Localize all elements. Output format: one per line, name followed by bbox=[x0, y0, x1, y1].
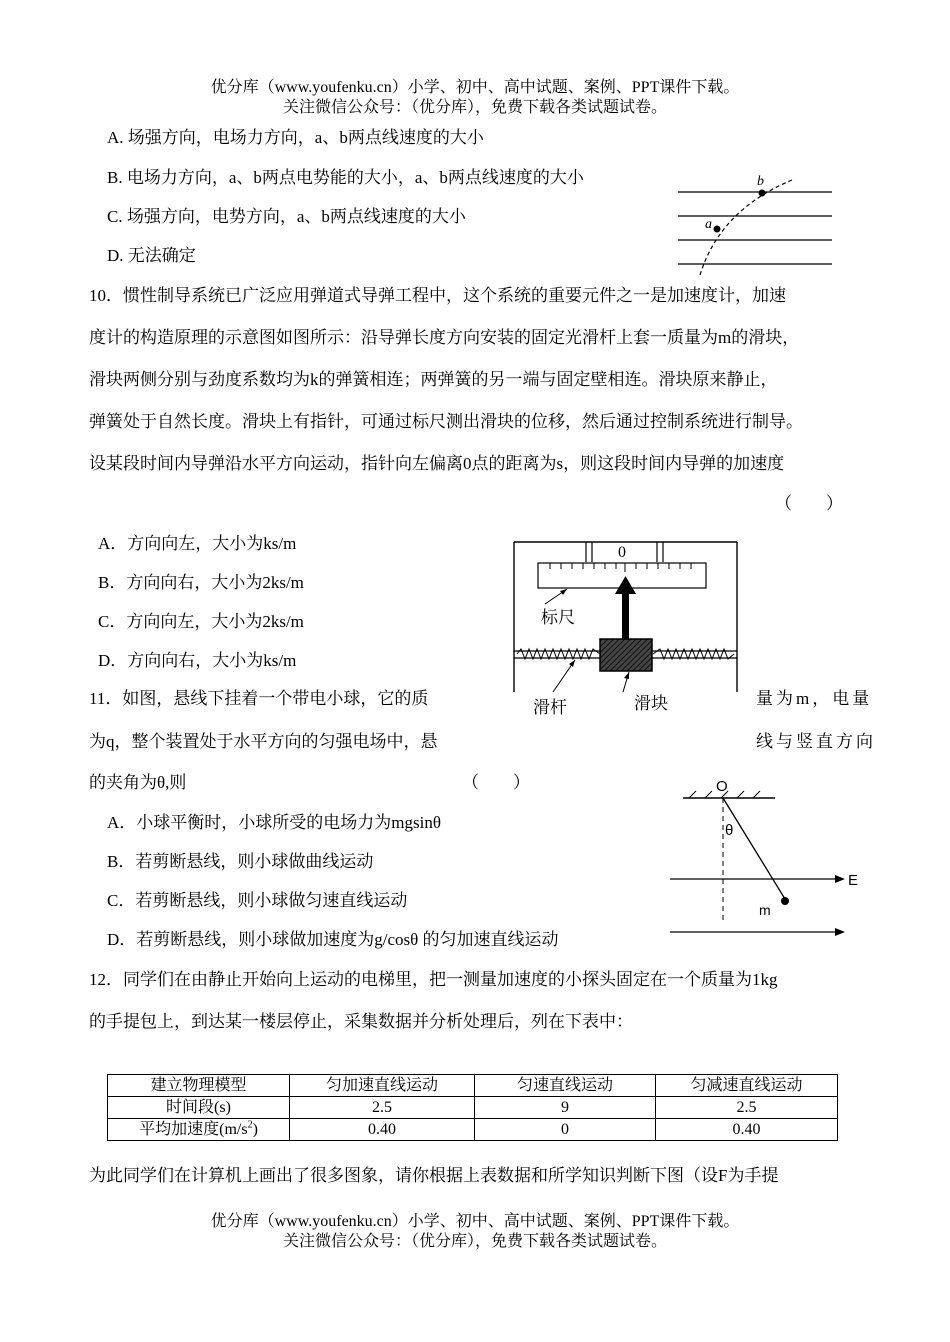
table-cell: 9 bbox=[475, 1097, 656, 1119]
q9-option-c: C. 场强方向，电势方向，a、b两点线速度的大小 bbox=[107, 207, 466, 226]
charged-ball bbox=[781, 897, 789, 905]
q12-line-1: 12．同学们在由静止开始向上运动的电梯里，把一测量加速度的小探头固定在一个质量为1kg bbox=[89, 970, 778, 989]
table-cell: 0.40 bbox=[656, 1119, 838, 1141]
rod-label: 滑杆 bbox=[533, 698, 567, 717]
footer-line-2: 关注微信公众号：（优分库），免费下载各类试题试卷。 bbox=[282, 1233, 667, 1250]
table-cell: 2.5 bbox=[290, 1097, 475, 1119]
q11-pendulum-figure bbox=[665, 775, 870, 940]
q10-line-1: 10．惯性制导系统已广泛应用弹道式导弹工程中，这个系统的重要元件之一是加速度计，加速 bbox=[89, 286, 786, 305]
trajectory-path bbox=[700, 180, 792, 275]
q10-line-2: 度计的构造原理的示意图如图所示：沿导弹长度方向安装的固定光滑杆上套一质量为m的滑块， bbox=[89, 328, 800, 347]
q10-line-3: 滑块两侧分别与劲度系数均为k的弹簧相连；两弹簧的另一端与固定壁相连。滑块原来静止， bbox=[89, 370, 778, 389]
block-label: 滑块 bbox=[634, 694, 668, 713]
q10-answer-bracket: （ ） bbox=[775, 494, 843, 513]
table-header-cell: 匀加速直线运动 bbox=[290, 1075, 475, 1097]
table-cell: 2.5 bbox=[656, 1097, 838, 1119]
q9-option-a: A. 场强方向，电场力方向，a、b两点线速度的大小 bbox=[107, 128, 484, 147]
q11-option-a: A．小球平衡时，小球所受的电场力为mgsinθ bbox=[107, 813, 441, 832]
header-line-2: 关注微信公众号：（优分库），免费下载各类试题试卷。 bbox=[282, 99, 667, 116]
q11-option-c: C．若剪断悬线，则小球做匀速直线运动 bbox=[107, 891, 408, 910]
label-b: b bbox=[757, 174, 764, 189]
point-a bbox=[714, 226, 721, 233]
zero-mark: 0 bbox=[618, 544, 626, 561]
label-a: a bbox=[705, 217, 712, 232]
q11-line-3: 的夹角为θ,则 bbox=[89, 773, 187, 792]
q10-option-c: C．方向向左，大小为2ks/m bbox=[98, 612, 304, 631]
suspension-line bbox=[723, 798, 785, 899]
table-row bbox=[108, 1097, 838, 1119]
q11-line-1-left: 11．如图，悬线下挂着一个带电小球，它的质 bbox=[89, 689, 429, 708]
table-row bbox=[108, 1119, 838, 1141]
point-b bbox=[759, 190, 766, 197]
q12-line-2: 的手提包上，到达某一楼层停止，采集数据并分析处理后，列在下表中： bbox=[89, 1012, 633, 1031]
table-header-cell: 匀减速直线运动 bbox=[656, 1075, 838, 1097]
point-o-label: O bbox=[716, 778, 728, 795]
q11-line-1-right: 量为m，电量 bbox=[756, 689, 873, 708]
scale-label: 标尺 bbox=[541, 608, 575, 627]
q10-option-b: B．方向向右，大小为2ks/m bbox=[98, 573, 304, 592]
table-cell: 0.40 bbox=[290, 1119, 475, 1141]
q9-field-figure bbox=[670, 170, 840, 280]
table-cell: 平均加速度$(m/s^2)$ bbox=[108, 1119, 290, 1141]
header-line-1: 优分库（www.youfenku.cn）小学、初中、高中试题、案例、PPT课件下载。 bbox=[210, 79, 740, 96]
slider-block bbox=[600, 639, 652, 671]
q12-line-3: 为此同学们在计算机上画出了很多图象，请你根据上表数据和所学知识判断下图（设F为手提 bbox=[89, 1166, 779, 1185]
q10-accelerometer-figure bbox=[505, 532, 745, 724]
q10-option-d: D．方向向右，大小为ks/m bbox=[98, 651, 297, 670]
q11-line-2-left: 为q，整个装置处于水平方向的匀强电场中，悬 bbox=[89, 732, 438, 751]
q10-line-4: 弹簧处于自然长度。滑块上有指针，可通过标尺测出滑块的位移，然后通过控制系统进行制导。 bbox=[89, 412, 803, 431]
q11-line-2-right: 线与竖直方向 bbox=[756, 732, 876, 751]
footer-line-1: 优分库（www.youfenku.cn）小学、初中、高中试题、案例、PPT课件下载。 bbox=[210, 1213, 740, 1230]
q12-data-table bbox=[107, 1074, 838, 1141]
table-header-row bbox=[108, 1075, 838, 1097]
q11-option-d: D．若剪断悬线，则小球做加速度为g/cosθ 的匀加速直线运动 bbox=[107, 930, 559, 949]
mass-label: m bbox=[759, 902, 771, 918]
q9-option-d: D. 无法确定 bbox=[107, 246, 196, 265]
q11-option-b: B．若剪断悬线，则小球做曲线运动 bbox=[107, 852, 374, 871]
q10-option-a: A．方向向左，大小为ks/m bbox=[98, 534, 297, 553]
angle-label: θ bbox=[725, 822, 734, 839]
q11-answer-bracket: （ ） bbox=[462, 773, 530, 792]
q10-line-5: 设某段时间内导弹沿水平方向运动，指针向左偏离0点的距离为s，则这段时间内导弹的加速度 bbox=[89, 454, 785, 473]
q9-option-b: B. 电场力方向，a、b两点电势能的大小，a、b两点线速度的大小 bbox=[107, 168, 584, 187]
table-cell: 0 bbox=[475, 1119, 656, 1141]
table-header-cell: 匀速直线运动 bbox=[475, 1075, 656, 1097]
table-cell: 时间段(s) bbox=[108, 1097, 290, 1119]
table-header-cell: 建立物理模型 bbox=[108, 1075, 290, 1097]
field-label: E bbox=[848, 872, 859, 889]
